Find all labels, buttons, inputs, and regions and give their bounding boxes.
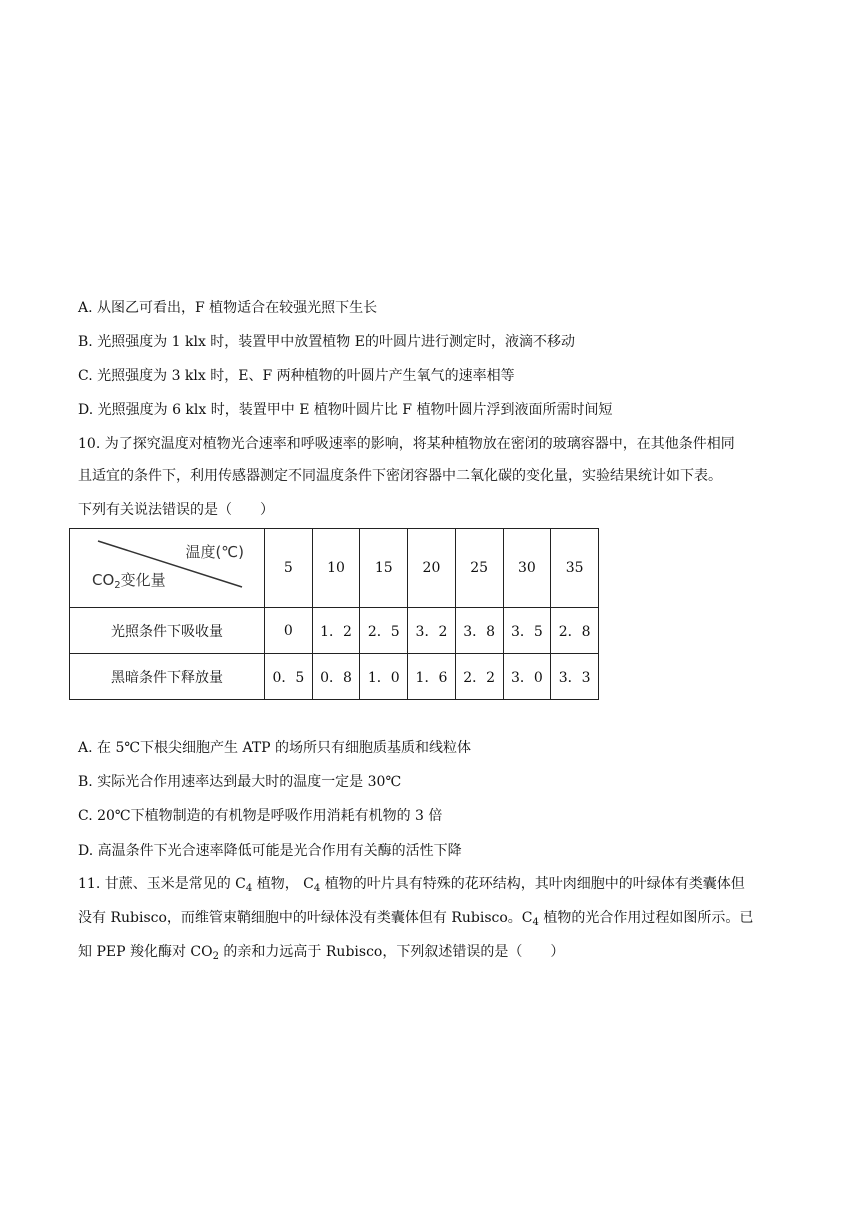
q10-stem-line-3: 下列有关说法错误的是（ ） [78, 502, 274, 518]
table-cell: 3．2 [408, 608, 456, 654]
q9-option-d: D. 光照强度为 6 klx 时，装置甲中 E 植物叶圆片比 F 植物叶圆片浮到液面所需时间短 [78, 402, 613, 418]
table-cell: 3．3 [551, 654, 599, 700]
row-label: 光照条件下吸收量 [70, 608, 265, 654]
table-row-dark [70, 654, 599, 700]
q10-option-d: D. 高温条件下光合速率降低可能是光合作用有关酶的活性下降 [78, 843, 462, 859]
q10-option-c: C. 20℃下植物制造的有机物是呼吸作用消耗有机物的 3 倍 [78, 808, 443, 824]
q10-stem-line-2: 且适宜的条件下，利用传感器测定不同温度条件下密闭容器中二氧化碳的变化量，实验结果统计如下表。 [78, 468, 722, 484]
table-cell: 2．5 [360, 608, 408, 654]
q9-option-b: B. 光照强度为 1 klx 时，装置甲中放置植物 E的叶圆片进行测定时，液滴不移动 [78, 334, 575, 350]
header-co2-label: $CO_2$变化量 [92, 571, 166, 591]
temp-header-cell: 25 [455, 529, 503, 608]
table-header-row [70, 529, 599, 608]
table-cell: 0．8 [312, 654, 360, 700]
row-label: 黑暗条件下释放量 [70, 654, 265, 700]
table-cell: 1．0 [360, 654, 408, 700]
diagonal-header-cell [70, 529, 265, 608]
header-temperature-label: 温度(℃) [185, 543, 244, 561]
q11-stem-line-1: 11. 甘蔗、玉米是常见的 $C_4$ 植物， $C_4$ 植物的叶片具有特殊的花环结构，其叶肉细胞中的叶绿体有类囊体但 [78, 876, 745, 894]
q11-stem-line-3: 知 PEP 羧化酶对 $CO_2$ 的亲和力远高于 Rubisco，下列叙述错误的是（ ） [78, 944, 565, 962]
table-cell: 3．5 [503, 608, 551, 654]
table-cell: 3．0 [503, 654, 551, 700]
table-row-light [70, 608, 599, 654]
temp-header-cell: 10 [312, 529, 360, 608]
co2-temperature-table [69, 528, 599, 700]
q10-option-a: A. 在 5℃下根尖细胞产生 ATP 的场所只有细胞质基质和线粒体 [78, 740, 472, 756]
table-cell: 2．8 [551, 608, 599, 654]
q9-option-c: C. 光照强度为 3 klx 时，E、F 两种植物的叶圆片产生氧气的速率相等 [78, 368, 515, 384]
q11-stem-line-2: 没有 Rubisco，而维管束鞘细胞中的叶绿体没有类囊体但有 Rubisco。$C_4$ 植物的光合作用过程如图所示。已 [78, 910, 754, 928]
temp-header-cell: 5 [265, 529, 313, 608]
table-cell: 0．5 [265, 654, 313, 700]
temp-header-cell: 15 [360, 529, 408, 608]
q10-stem-line-1: 10. 为了探究温度对植物光合速率和呼吸速率的影响，将某种植物放在密闭的玻璃容器中，在其他条件相同 [78, 436, 735, 452]
table-cell: 3．8 [455, 608, 503, 654]
q9-option-a: A. 从图乙可看出，F 植物适合在较强光照下生长 [78, 300, 378, 316]
table-cell: 1．2 [312, 608, 360, 654]
temp-header-cell: 20 [408, 529, 456, 608]
table-cell: 0 [265, 608, 313, 654]
q10-option-b: B. 实际光合作用速率达到最大时的温度一定是 30℃ [78, 774, 402, 790]
table-cell: 1．6 [408, 654, 456, 700]
temp-header-cell: 35 [551, 529, 599, 608]
table-cell: 2．2 [455, 654, 503, 700]
temp-header-cell: 30 [503, 529, 551, 608]
